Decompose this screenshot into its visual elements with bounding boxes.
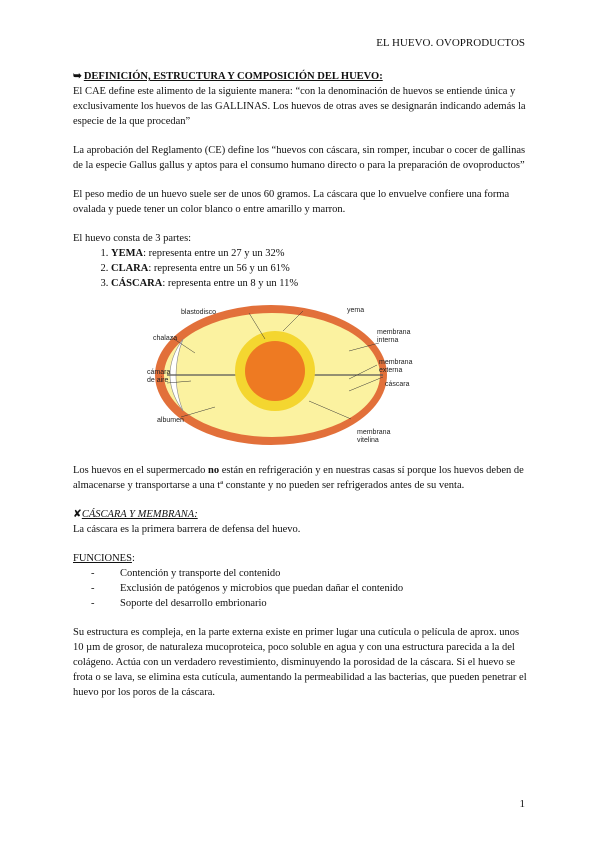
label-membrana-vitelina: membrana vitelina	[357, 429, 391, 444]
paragraph-reglamento: La aprobación del Reglamento (CE) define los “huevos con cáscara, sin romper, incubar o cocer de gallinas de la especie Gallus gallus y aptos para el consumo humano directo o para la preparación de ovoproductos”	[73, 145, 526, 171]
paragraph-estructura: Su estructura es compleja, en la parte externa existe en primer lugar una cutícula o película de aprox. unos 10 µm de grosor, de naturaleza mucoproteica, poco soluble en agua y con una estructura parecida a la del colágeno. Actúa con un verdadero revestimiento, disminuyendo la porosidad de la cáscara. Si el huevo se frota o se lava, se elimina esta cutícula, aumentando la permeabilidad a las bacterias, que pueden penetrar el huevo por los poros de la cáscara.	[73, 627, 527, 698]
label-chalaza: chalaza	[153, 335, 178, 342]
label-albumen: albumen	[157, 417, 184, 424]
list-item: - Contención y transporte del contenido	[91, 566, 528, 581]
paragraph-peso: El peso medio de un huevo suele ser de unos 60 gramos. La cáscara que lo envuelve confiere una forma ovalada y puede tener un color blanco o entre amarillo y marron.	[73, 189, 510, 215]
list-item	[111, 261, 528, 276]
egg-diagram	[73, 301, 528, 451]
yolk-inner	[245, 341, 305, 401]
arrow-icon: ➥	[73, 71, 82, 82]
part-desc: : representa entre un 27 y un 32%	[143, 248, 285, 259]
paragraph-barrera: La cáscara es la primera barrera de defensa del huevo.	[73, 524, 301, 535]
section-heading-cascara	[73, 507, 528, 522]
paragraph-cae: El CAE define este alimento de la siguiente manera: “con la denominación de huevos se entiende única y exclusivamente los huevos de las GALLINAS. Los huevos de otras aves se designarán indicando además la especie de la que procedan”	[73, 86, 526, 127]
label-camara-de-aire: cámara de aire	[147, 369, 171, 384]
egg-illustration	[151, 301, 391, 449]
label-membrana-externa: membrana externa	[379, 359, 413, 374]
label-membrana-interna: membrana interna	[377, 329, 411, 344]
paragraph-refrigeracion: Los huevos en el supermercado no están en refrigeración y en nuestras casas sí porque los huevos deben de almacenarse y transportarse a una tª constante y no pueden ser refrigerados antes de su venta.	[73, 465, 524, 491]
section-heading-text: DEFINICIÓN, ESTRUCTURA Y COMPOSICIÓN DEL HUEVO:	[83, 71, 383, 82]
label-blastodisco: blastodisco	[181, 309, 217, 316]
page-number: 1	[519, 798, 525, 810]
page-content	[73, 69, 528, 700]
parts-intro: El huevo consta de 3 partes:	[73, 233, 192, 244]
part-name: CLARA	[111, 263, 149, 274]
cross-mark-icon: ✘	[73, 509, 82, 520]
section-heading-text: CÁSCARA Y MEMBRANA:	[81, 509, 198, 520]
section-heading-definicion	[73, 69, 528, 84]
list-item	[111, 246, 528, 261]
parts-list	[73, 246, 528, 291]
list-item: - Soporte del desarrollo embrionario	[91, 596, 528, 611]
list-item: - Exclusión de patógenos y microbios que puedan dañar el contenido	[91, 581, 528, 596]
funciones-list	[73, 566, 528, 611]
list-item	[111, 276, 528, 291]
part-desc: : representa entre un 8 y un 11%	[162, 278, 299, 289]
part-desc: : representa entre un 56 y un 61%	[148, 263, 290, 274]
running-header: EL HUEVO. OVOPRODUCTOS	[376, 37, 525, 49]
label-cascara: cáscara	[385, 381, 410, 388]
label-yema: yema	[347, 307, 365, 314]
part-name: YEMA	[111, 248, 144, 259]
part-name: CÁSCARA	[111, 278, 163, 289]
funciones-heading: FUNCIONES:	[73, 553, 135, 564]
